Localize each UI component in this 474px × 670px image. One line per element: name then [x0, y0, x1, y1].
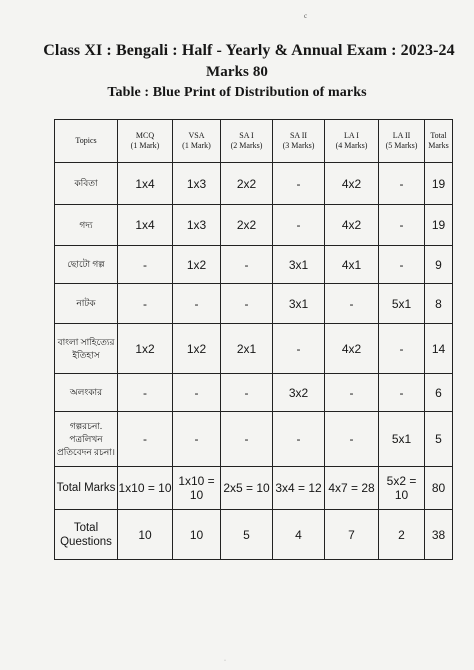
table-row — [55, 412, 453, 467]
value-cell: 3x2 — [273, 374, 325, 412]
value-cell: 2x2 — [221, 205, 273, 246]
value-cell: - — [221, 284, 273, 324]
value-cell: - — [325, 284, 379, 324]
total-cell: 19 — [425, 163, 453, 205]
value-cell: 7 — [325, 510, 379, 560]
scan-speck: c — [304, 12, 308, 20]
value-cell: - — [118, 374, 173, 412]
col-header-sub: (3 Marks) — [282, 141, 315, 150]
table-row — [55, 374, 453, 412]
value-cell: 10 — [118, 510, 173, 560]
row-label: Total Questions — [55, 510, 118, 560]
col-header-sub: (1 Mark) — [130, 141, 160, 150]
value-cell: 2x1 — [221, 324, 273, 374]
value-cell: 4x2 — [325, 205, 379, 246]
topic-cell: গল্পরচনা. পত্রলিখন প্রতিবেদন রচনা। — [55, 412, 118, 467]
value-cell: 1x3 — [173, 205, 221, 246]
value-cell: 2 — [379, 510, 425, 560]
value-cell: 1x2 — [173, 246, 221, 284]
value-cell: - — [379, 163, 425, 205]
value-cell: - — [325, 412, 379, 467]
value-cell: - — [221, 412, 273, 467]
topic-cell: নাটক — [55, 284, 118, 324]
col-header-label: SA II — [289, 131, 308, 140]
col-header-sa1 — [221, 120, 273, 163]
value-cell: 5x2 = 10 — [379, 467, 425, 510]
value-cell: 1x2 — [118, 324, 173, 374]
value-cell: 2x5 = 10 — [221, 467, 273, 510]
col-header-la1 — [325, 120, 379, 163]
value-cell: 1x10 = 10 — [173, 467, 221, 510]
col-header-la2 — [379, 120, 425, 163]
total-cell: 38 — [425, 510, 453, 560]
value-cell: - — [173, 374, 221, 412]
value-cell: - — [221, 374, 273, 412]
topic-cell: ছোটো গল্প — [55, 246, 118, 284]
topic-cell: বাংলা সাহিত্যের ইতিহাস — [55, 324, 118, 374]
value-cell: - — [273, 412, 325, 467]
value-cell: - — [118, 412, 173, 467]
col-header-total — [425, 120, 453, 163]
col-header-vsa — [173, 120, 221, 163]
marks-heading: Marks 80 — [205, 64, 269, 80]
value-cell: 1x2 — [173, 324, 221, 374]
total-cell: 9 — [425, 246, 453, 284]
col-header-sub: Marks — [428, 141, 449, 150]
scan-speck: · — [224, 658, 226, 664]
col-header-sub: (5 Marks) — [385, 141, 418, 150]
value-cell: 4x2 — [325, 163, 379, 205]
table-row — [55, 163, 453, 205]
col-header-label: Topics — [75, 136, 97, 145]
value-cell: 1x4 — [118, 205, 173, 246]
col-header-sa2 — [273, 120, 325, 163]
value-cell: 4x1 — [325, 246, 379, 284]
value-cell: 5x1 — [379, 284, 425, 324]
value-cell: 3x4 = 12 — [273, 467, 325, 510]
topic-cell: কবিতা — [55, 163, 118, 205]
col-header-label: SA I — [239, 131, 254, 140]
total-cell: 8 — [425, 284, 453, 324]
value-cell: - — [273, 205, 325, 246]
total-cell: 6 — [425, 374, 453, 412]
value-cell: 10 — [173, 510, 221, 560]
col-header-sub: (4 Marks) — [335, 141, 368, 150]
total-cell: 5 — [425, 412, 453, 467]
value-cell: 4x2 — [325, 324, 379, 374]
col-header-label: MCQ — [135, 131, 155, 140]
col-header-label: LA II — [392, 131, 411, 140]
value-cell: - — [273, 163, 325, 205]
table-row — [55, 284, 453, 324]
header-row — [55, 120, 453, 163]
total-cell: 14 — [425, 324, 453, 374]
value-cell: 3x1 — [273, 284, 325, 324]
value-cell: 1x4 — [118, 163, 173, 205]
col-header-label: LA I — [344, 131, 359, 140]
value-cell: 2x2 — [221, 163, 273, 205]
col-header-sub: (1 Mark) — [182, 141, 211, 150]
col-header-mcq — [118, 120, 173, 163]
col-header-topics — [55, 120, 118, 163]
exam-title: Class XI : Bengali : Half - Yearly & Annual Exam : 2023-24 — [43, 42, 455, 59]
value-cell: 3x1 — [273, 246, 325, 284]
value-cell: - — [173, 284, 221, 324]
col-header-label: Total — [430, 131, 447, 140]
col-header-sub: (2 Marks) — [230, 141, 263, 150]
value-cell: - — [273, 324, 325, 374]
table-row — [55, 246, 453, 284]
total-cell: 19 — [425, 205, 453, 246]
value-cell: - — [379, 324, 425, 374]
value-cell: - — [118, 284, 173, 324]
value-cell: 1x10 = 10 — [118, 467, 173, 510]
total-marks-row — [55, 467, 453, 510]
value-cell: - — [118, 246, 173, 284]
value-cell: - — [325, 374, 379, 412]
total-questions-row — [55, 510, 453, 560]
value-cell: 4 — [273, 510, 325, 560]
value-cell: - — [173, 412, 221, 467]
table-row — [55, 205, 453, 246]
value-cell: 4x7 = 28 — [325, 467, 379, 510]
row-label: Total Marks — [55, 467, 118, 510]
total-cell: 80 — [425, 467, 453, 510]
value-cell: - — [379, 246, 425, 284]
value-cell: 5 — [221, 510, 273, 560]
value-cell: - — [221, 246, 273, 284]
value-cell: - — [379, 205, 425, 246]
topic-cell: গদ্য — [55, 205, 118, 246]
value-cell: 1x3 — [173, 163, 221, 205]
table-heading: Table : Blue Print of Distribution of marks — [107, 85, 367, 100]
value-cell: 5x1 — [379, 412, 425, 467]
table-row — [55, 324, 453, 374]
blueprint-table — [54, 119, 453, 560]
col-header-label: VSA — [188, 131, 205, 140]
value-cell: - — [379, 374, 425, 412]
topic-cell: অলংকার — [55, 374, 118, 412]
